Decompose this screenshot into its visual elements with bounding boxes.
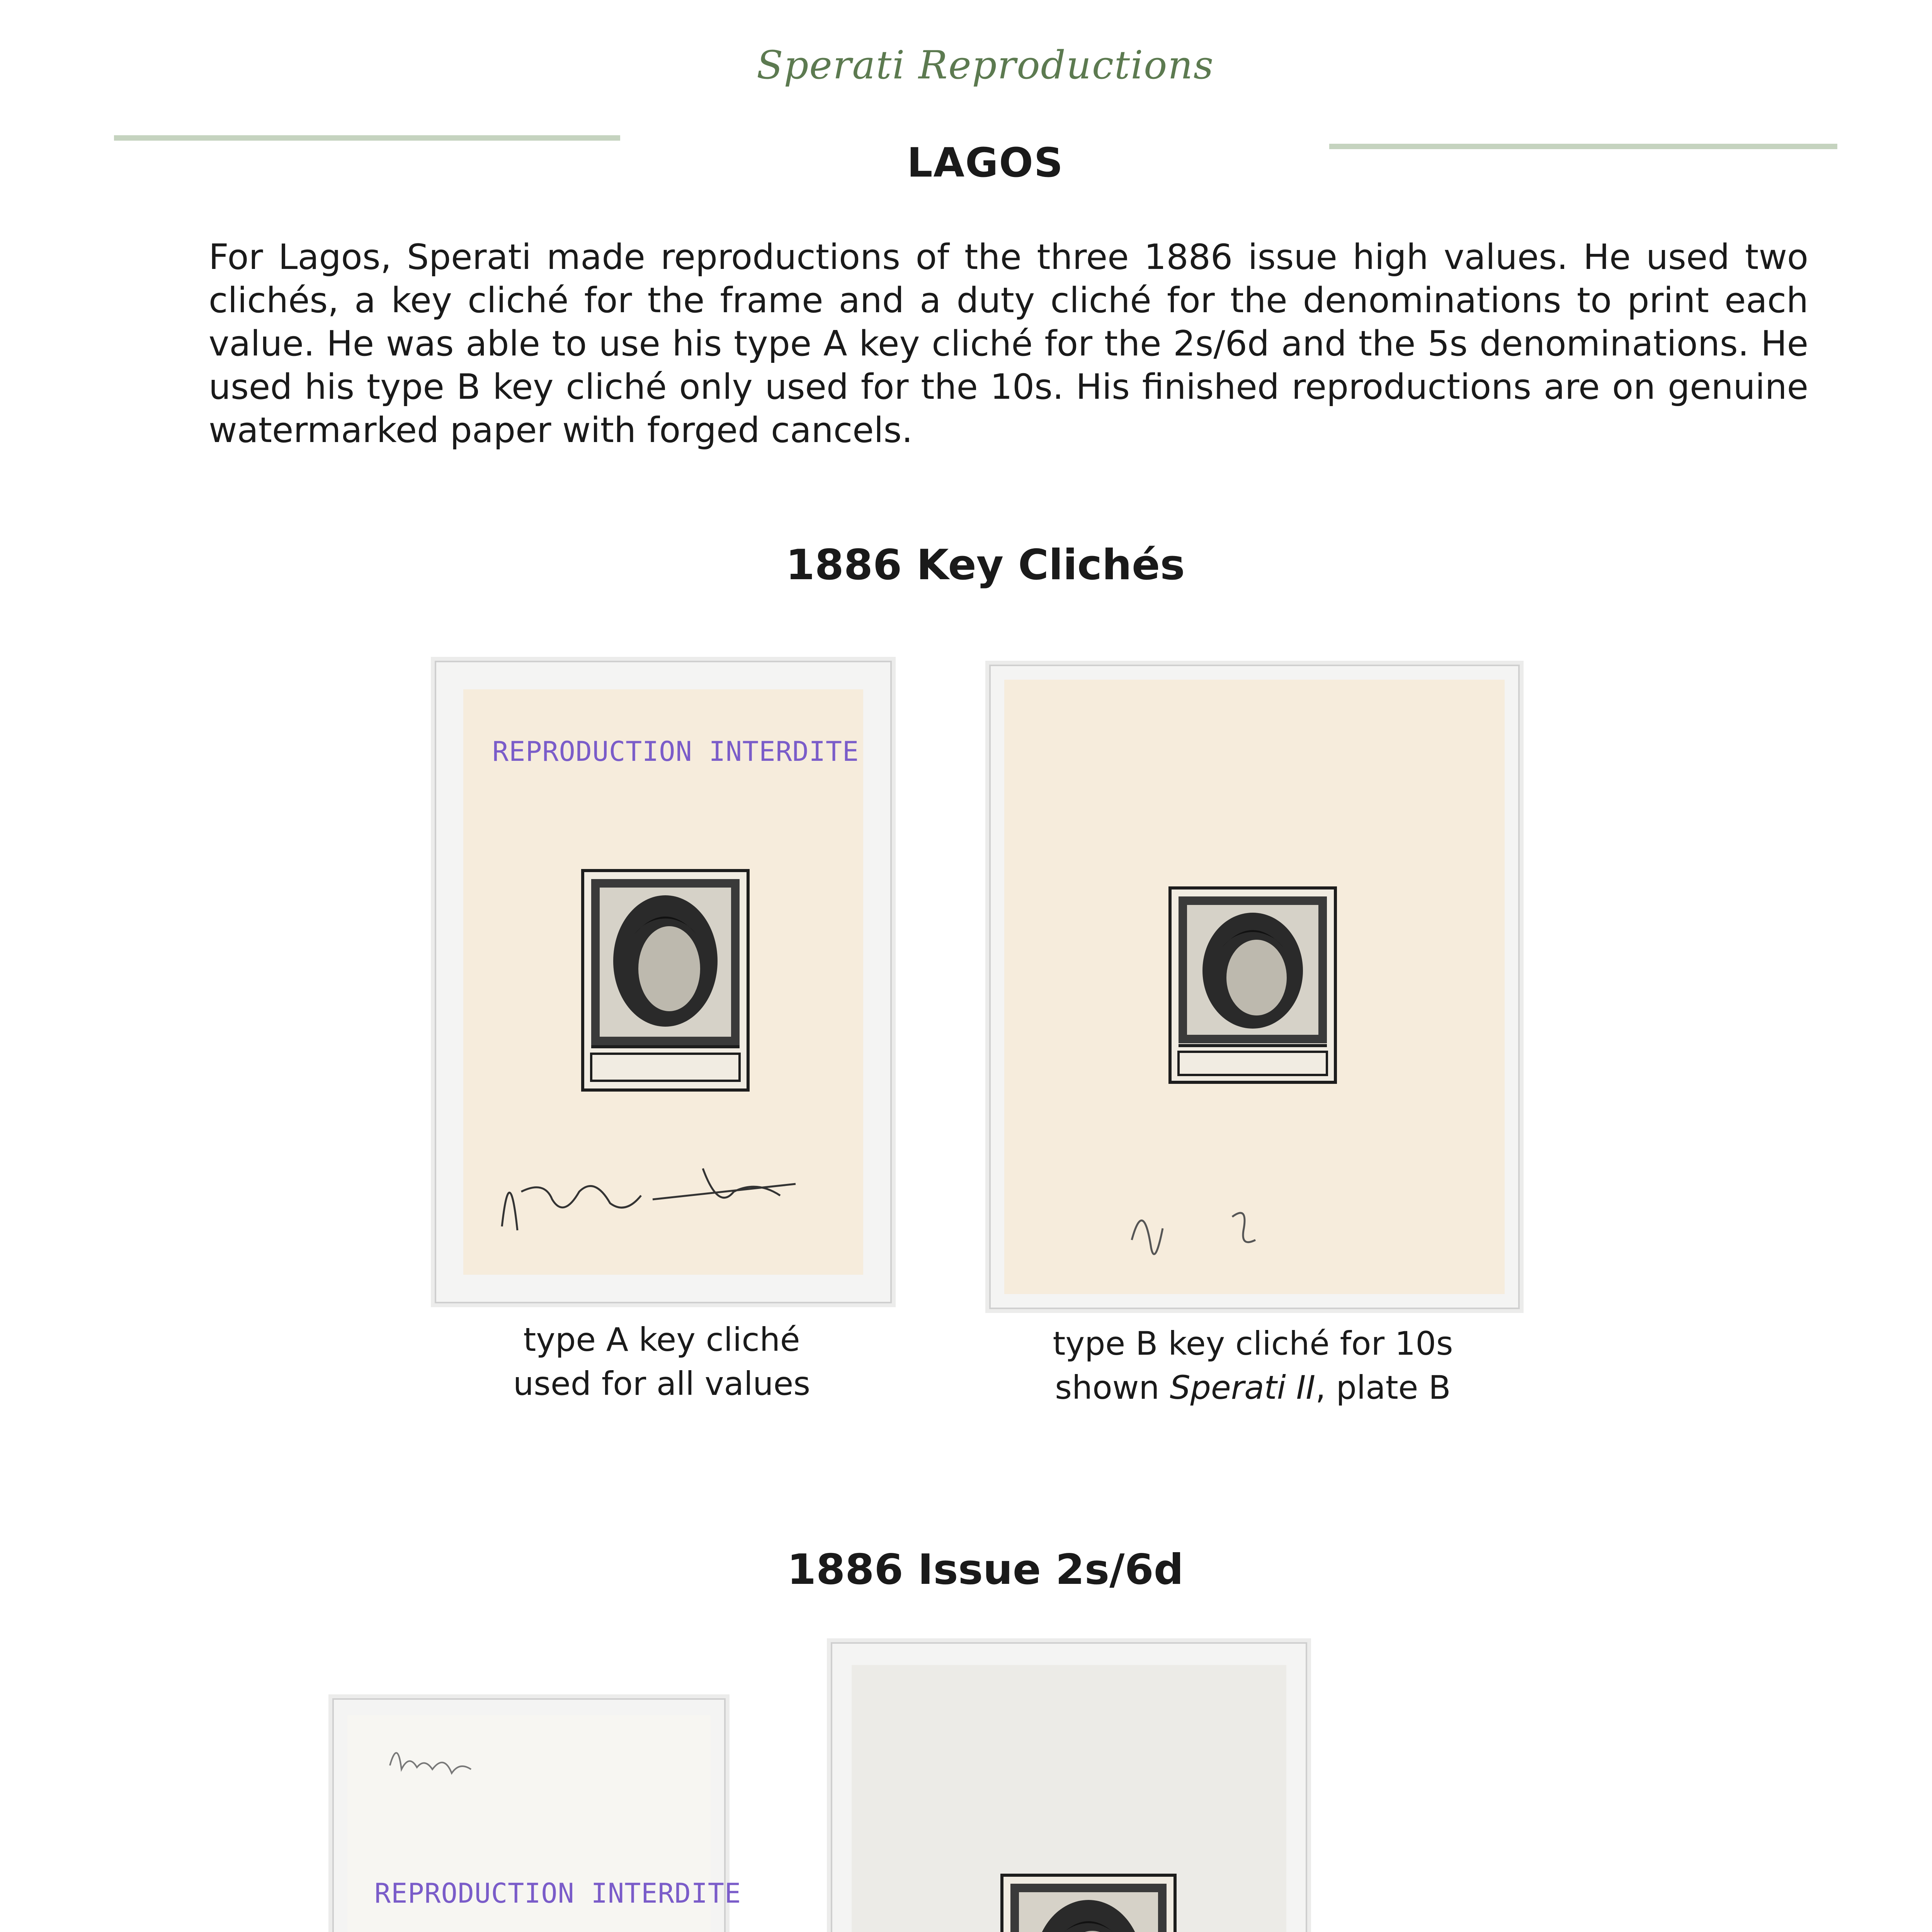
key-cliche-a-die [581, 869, 750, 1092]
key-cliche-b-mount [989, 665, 1520, 1309]
composite-proof-die [1000, 1874, 1177, 1932]
key-cliche-a-caption-line1: type A key cliché [523, 1321, 800, 1359]
duty-cliche-paper [347, 1715, 742, 1932]
key-cliche-b-caption [978, 1321, 1528, 1410]
key-cliche-a-caption-line2: used for all values [513, 1365, 810, 1403]
sperati-signature [486, 1134, 834, 1250]
key-cliche-a-mount [435, 661, 892, 1303]
key-cliche-a-caption [435, 1318, 889, 1406]
queen-victoria-portrait-b [1172, 889, 1334, 1081]
page-title: LAGOS [907, 139, 1064, 186]
key-cliche-b-caption-prefix: shown [1055, 1369, 1170, 1406]
queen-victoria-portrait [584, 872, 747, 1088]
header-script-title: Sperati Reproductions [756, 43, 1214, 88]
duty-cliche-mount [332, 1698, 742, 1932]
queen-victoria-portrait-composite [1003, 1877, 1173, 1932]
lagos-pencil-note [382, 1731, 498, 1785]
section-heading-2s6d: 1886 Issue 2s/6d [787, 1546, 1184, 1594]
key-cliche-b-caption-suffix: , plate B [1315, 1369, 1451, 1406]
key-cliche-b-caption-line2 [978, 1366, 1528, 1410]
key-cliche-a-paper [463, 689, 863, 1275]
reproduction-interdite-stamp: REPRODUCTION INTERDITE [492, 736, 859, 767]
composite-proof-paper [852, 1665, 1286, 1932]
reproduction-interdite-stamp-duty: REPRODUCTION INTERDITE [374, 1878, 742, 1909]
key-cliche-b-paper [1004, 680, 1505, 1294]
intro-paragraph: For Lagos, Sperati made reproductions of the three 1886 issue high values. He used two clichés, a key cliché for the frame and a duty cliché for the denominations to print each value. He was able to use his type A key cliché for the 2s/6d and the 5s denominations. He used his type B key cliché only used for the 10s. His finished reproductions are on genuine watermarked paper with forged cancels. [209, 237, 1808, 451]
key-cliche-b-die [1168, 886, 1337, 1084]
section-heading-key-cliches: 1886 Key Clichés [786, 541, 1185, 589]
composite-proof-mount [831, 1642, 1307, 1932]
pencil-notation [1116, 1182, 1310, 1275]
key-cliche-b-caption-italic: Sperati II [1170, 1369, 1316, 1406]
key-cliche-b-caption-line1: type B key cliché for 10s [1053, 1325, 1453, 1362]
